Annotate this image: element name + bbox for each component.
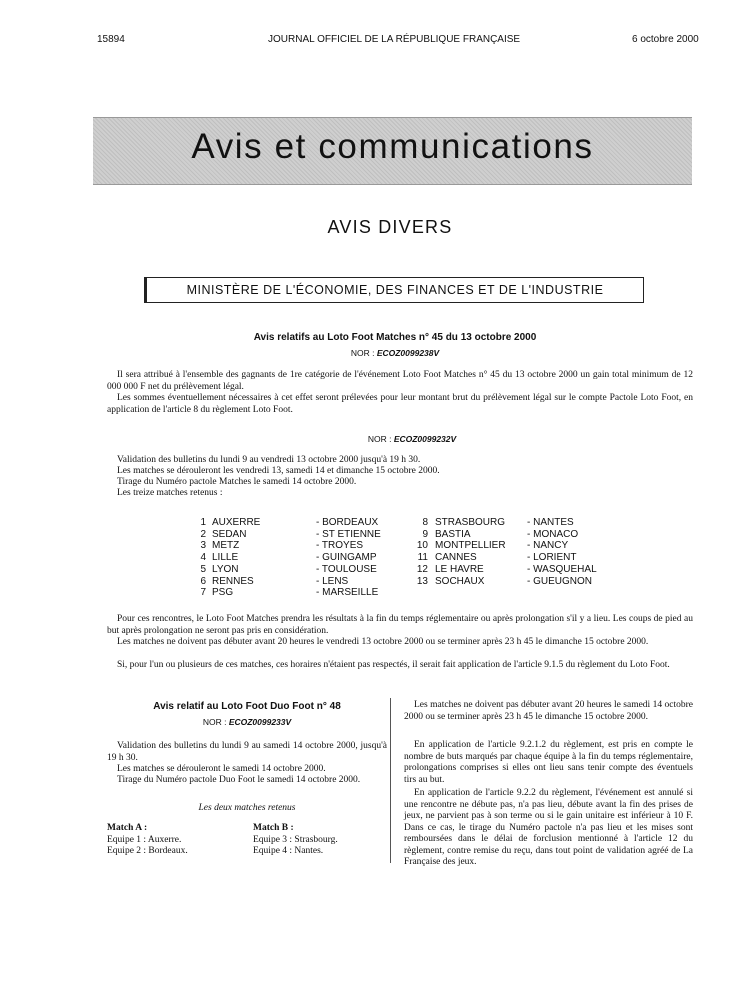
home-team: STRASBOURG [435,517,506,528]
notice3-paragraph: Les matches ne doivent pas débuter avant 20 heures le samedi 14 octobre 2000 ou se terminer après 23 h 45 le dimanche 15 octobre 2000. [404,700,693,722]
nor-label: NOR : [367,434,392,444]
match-number: 6 [200,575,206,587]
home-team: LE HAVRE [435,563,484,575]
notice2-line: Tirage du Numéro pactole Matches le samedi 14 octobre 2000. [117,477,357,487]
team-line: Equipe 4 : Nantes. [253,846,324,856]
notice2-paragraph: Les matches ne doivent pas débuter avant 20 heures le vendredi 13 octobre 2000 ou se terminer après 23 h 45 le dimanche 15 octobre 2000. [117,637,649,647]
nor-code: ECOZ0099233V [228,717,292,727]
notice3-nor [107,717,387,727]
team-line: Equipe 2 : Bordeaux. [107,846,188,856]
notice1-nor [0,348,750,358]
home-team: SEDAN [212,528,247,540]
notice1-paragraph: Il sera attribué à l'ensemble des gagnants de 1re catégorie de l'événement Loto Foot Matches n° 45 du 13 octobre 2000 un gain total minimum de 12 000 000 F net du prélèvement légal. [107,370,693,392]
home-team: RENNES [212,575,254,587]
match-number: 9 [422,528,428,540]
match-a-block [107,823,188,858]
team-line: Equipe 1 : Auxerre. [107,834,182,845]
match-number: 5 [200,563,206,575]
match-number: 13 [416,575,428,587]
away-teams-right [527,517,597,587]
match-number: 10 [416,540,428,552]
away-team: - WASQUEHAL [527,563,597,575]
match-numbers-right [414,517,428,587]
notice3-paragraph: En application de l'article 9.2.2 du règlement, l'événement est annulé si une rencontre ne débute pas, n'a pas lieu, débute avant la fin des prises de jeux, ne parvient pas à son terme ou si le gain unitaire est inférieur à 10 F. Dans ce cas, le tirage du Numéro pactole n'a pas lieu et les mises sont remboursées dans le délai de forclusion mentionné à l'article 12 du règlement, contre remise du reçu, dans tout point de validation agréé de La Française des jeux. [404,788,693,867]
column-divider [390,698,391,863]
notice1-paragraph: Les sommes éventuellement nécessaires à cet effet seront prélevées pour leur montant brut du prélèvement légal sur le compte Pactole Loto Foot, en application de l'article 8 du règlement Loto Foot. [107,393,693,415]
away-team: - LORIENT [527,552,577,564]
notice2-line: Les matches se dérouleront les vendredi 13, samedi 14 et dimanche 15 octobre 2000. [117,466,440,476]
ministry-name: MINISTÈRE DE L'ÉCONOMIE, DES FINANCES ET DE L'INDUSTRIE [186,283,604,297]
home-team: BASTIA [435,528,471,540]
match-a-label: Match A : [107,823,148,833]
match-number: 4 [200,552,206,564]
notice3-title: Avis relatif au Loto Foot Duo Foot n° 48 [153,701,341,712]
notice3-line: Tirage du Numéro pactole Duo Foot le samedi 14 octobre 2000. [117,775,361,785]
away-team: - BORDEAUX [316,517,379,528]
home-team: METZ [212,540,240,552]
ministry-box [144,277,644,303]
home-team: LILLE [212,552,239,564]
away-team: - LENS [316,575,349,587]
home-team: MONTPELLIER [435,540,506,552]
away-team: - NANCY [527,540,569,552]
match-number: 3 [200,540,206,552]
home-teams-right [435,517,506,587]
away-teams-left [316,517,381,599]
home-team: SOCHAUX [435,575,485,587]
team-line: Equipe 3 : Strasbourg. [253,834,338,845]
notice2-paragraph: Si, pour l'un ou plusieurs de ces matches, ces horaires n'étaient pas respectés, il serait fait application de l'article 9.1.5 du règlement du Loto Foot. [117,660,670,670]
home-team: CANNES [435,552,477,564]
home-team: LYON [212,563,239,575]
nor-label: NOR : [202,717,227,727]
match-numbers-left [194,517,206,599]
away-team: - NANTES [527,517,574,528]
match-number: 7 [200,587,206,599]
away-team: - ST ETIENNE [316,528,381,540]
match-number: 1 [200,517,206,528]
match-b-label: Match B : [253,823,294,833]
match-number: 12 [416,563,428,575]
match-b-block [253,823,338,858]
away-team: - GUEUGNON [527,575,592,587]
nor-label: NOR : [350,348,375,358]
notice2-line: Les treize matches retenus : [117,488,223,498]
match-number: 11 [417,552,428,564]
notice1-title: Avis relatifs au Loto Foot Matches n° 45 du 13 octobre 2000 [253,332,537,343]
notice3-paragraph: En application de l'article 9.2.1.2 du règlement, est pris en compte le nombre de buts marqués par chaque équipe à la fin du temps réglementaire, prolongations comprises si elles ont lieu sans tenir compte des éventuels tirs au but. [404,740,693,785]
away-team: - MARSEILLE [316,587,379,599]
notice3-line: Validation des bulletins du lundi 9 au samedi 14 octobre 2000, jusqu'à 19 h 30. [107,741,387,763]
nor-code: ECOZ0099232V [393,434,457,444]
away-team: - MONACO [527,528,579,540]
away-team: - GUINGAMP [316,552,377,564]
banner-title: Avis et communications [191,127,594,166]
section-title: AVIS DIVERS [327,217,453,237]
home-team: AUXERRE [212,517,261,528]
away-team: - TOULOUSE [316,563,377,575]
home-team: PSG [212,587,234,599]
away-team: - TROYES [316,540,364,552]
matches-subtitle: Les deux matches retenus [198,803,296,813]
nor-code: ECOZ0099238V [376,348,440,358]
notice2-paragraph: Pour ces rencontres, le Loto Foot Matches prendra les résultats à la fin du temps réglementaire ou après prolongation s'il y a lieu. Les coups de pied au but après prolongation ne seront pas pris en considération. [107,614,693,636]
issue-date: 6 octobre 2000 [632,34,699,45]
journal-title: JOURNAL OFFICIEL DE LA RÉPUBLIQUE FRANÇAISE [268,34,521,45]
notice2-line: Validation des bulletins du lundi 9 au vendredi 13 octobre 2000 jusqu'à 19 h 30. [117,455,421,465]
page-number: 15894 [97,34,125,45]
home-teams-left [212,517,260,599]
match-number: 8 [422,517,428,528]
notice3-line: Les matches se dérouleront le samedi 14 octobre 2000. [117,764,326,774]
section-banner [93,117,692,185]
match-number: 2 [200,528,206,540]
notice2-nor [0,434,750,444]
